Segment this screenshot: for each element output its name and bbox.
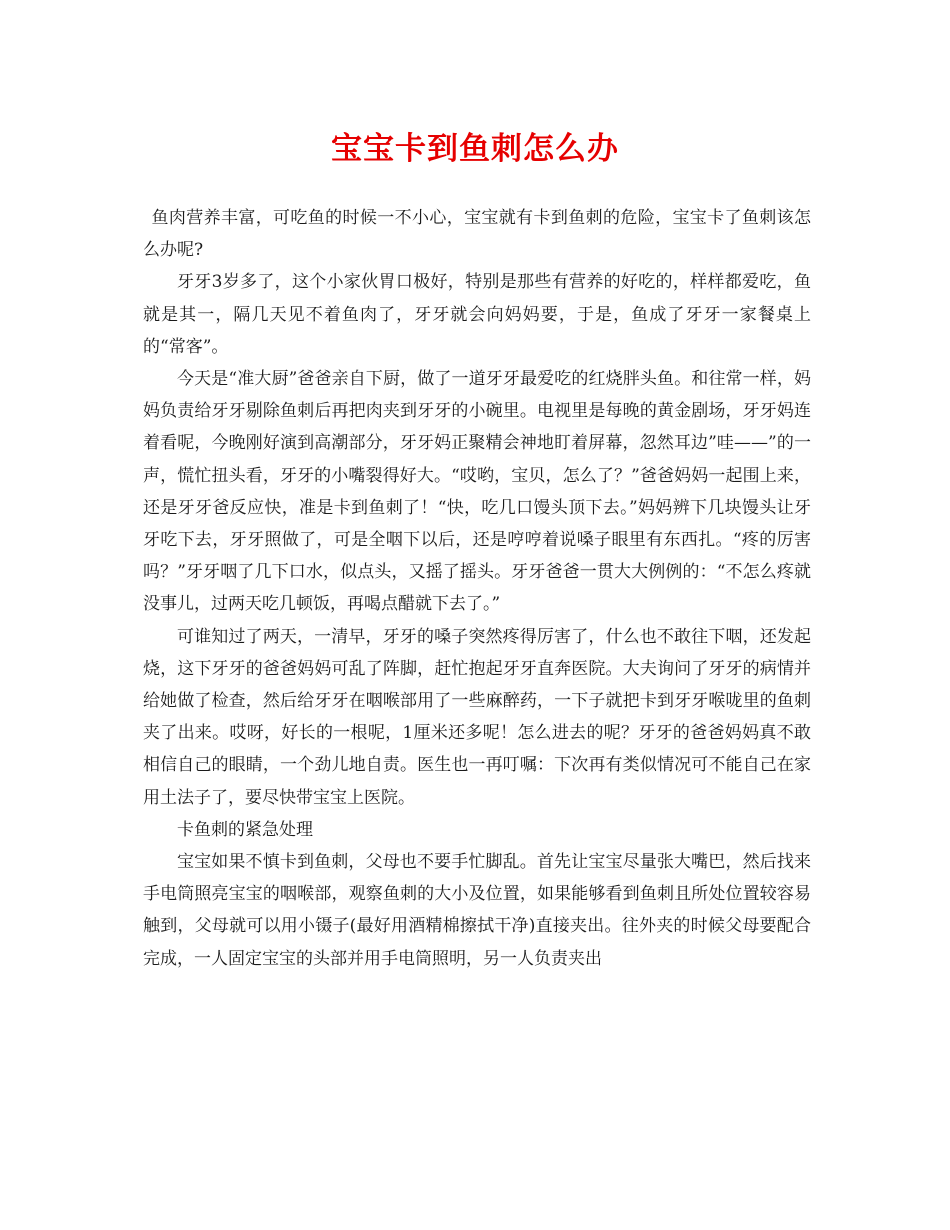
paragraph: 牙牙3岁多了，这个小家伙胃口极好，特别是那些有营养的好吃的，样样都爱吃，鱼就是其一，隔几天见不着鱼肉了，牙牙就会向妈妈要，于是，鱼成了牙牙一家餐桌上的“常客”。	[143, 272, 811, 357]
section-heading: 卡鱼刺的紧急处理	[177, 819, 313, 840]
document-body	[143, 202, 811, 975]
paragraph: 宝宝如果不慎卡到鱼刺，父母也不要手忙脚乱。首先让宝宝尽量张大嘴巴，然后找来手电筒照亮宝宝的咽喉部，观察鱼刺的大小及位置，如果能够看到鱼刺且所处位置较容易触到，父母就可以用小镊子(最好用酒精棉擦拭干净)直接夹出。往外夹的时候父母要配合完成，一人固定宝宝的头部并用手电筒照明，另一人负责夹出	[143, 852, 811, 969]
paragraph: 可谁知过了两天，一清早，牙牙的嗓子突然疼得厉害了，什么也不敢往下咽，还发起烧，这下牙牙的爸爸妈妈可乱了阵脚，赶忙抱起牙牙直奔医院。大夫询问了牙牙的病情并给她做了检查，然后给牙牙在咽喉部用了一些麻醉药，一下子就把卡到牙牙喉咙里的鱼刺夹了出来。哎呀，好长的一根呢，1厘米还多呢！怎么进去的呢？牙牙的爸爸妈妈真不敢相信自己的眼睛，一个劲儿地自责。医生也一再叮嘱：下次再有类似情况可不能自己在家用土法子了，要尽快带宝宝上医院。	[143, 626, 811, 808]
paragraph: 今天是“准大厨”爸爸亲自下厨，做了一道牙牙最爱吃的红烧胖头鱼。和往常一样，妈妈负责给牙牙剔除鱼刺后再把肉夹到牙牙的小碗里。电视里是每晚的黄金剧场，牙牙妈连着看呢，今晚刚好演到高潮部分，牙牙妈正聚精会神地盯着屏幕，忽然耳边”哇——”的一声，慌忙扭头看，牙牙的小嘴裂得好大。“哎哟，宝贝，怎么了？”爸爸妈妈一起围上来，还是牙牙爸反应快，准是卡到鱼刺了！“快，吃几口馒头顶下去。”妈妈辨下几块馒头让牙牙吃下去，牙牙照做了，可是全咽下以后，还是哼哼着说嗓子眼里有东西扎。“疼的厉害吗？”牙牙咽了几下口水，似点头，又摇了摇头。牙牙爸爸一贯大大例例的：“不怎么疼就没事儿，过两天吃几顿饭，再喝点醋就下去了。”	[143, 369, 811, 615]
paragraph-intro: 鱼肉营养丰富，可吃鱼的时候一不小心，宝宝就有卡到鱼刺的危险，宝宝卡了鱼刺该怎么办呢?	[143, 208, 811, 261]
document-title: 宝宝卡到鱼刺怎么办	[331, 131, 619, 167]
